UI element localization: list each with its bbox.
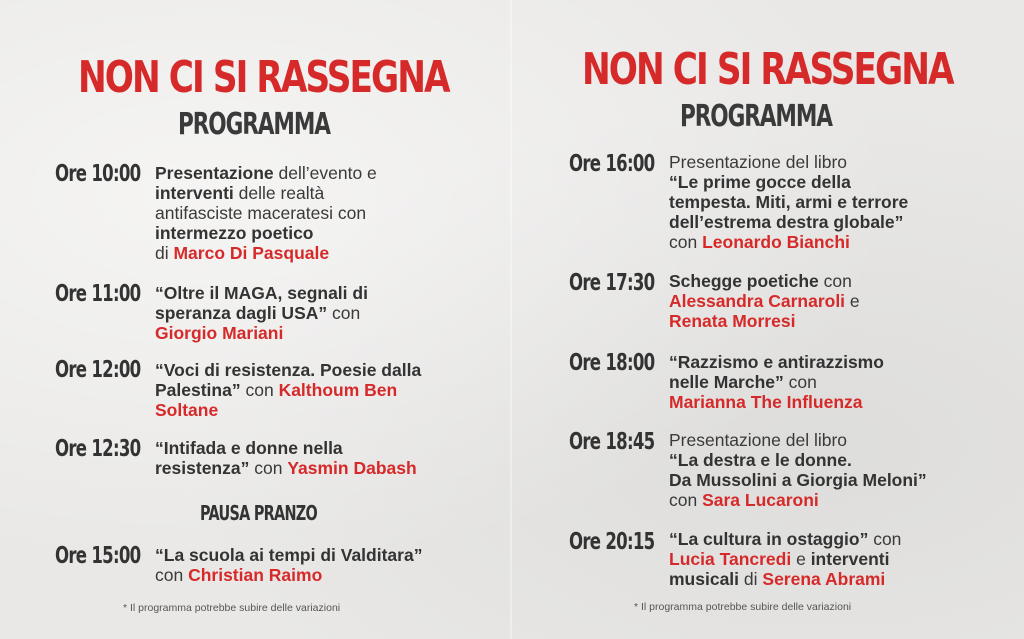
- description-line: [155, 565, 422, 585]
- description-text: con: [669, 490, 703, 510]
- event-description: [669, 271, 860, 331]
- description-line: [155, 243, 377, 263]
- speaker-name: Alessandra Carnaroli: [669, 291, 846, 311]
- speaker-name: Soltane: [155, 400, 219, 420]
- description-line: [155, 303, 368, 323]
- speaker-name: Yasmin Dabash: [287, 458, 417, 478]
- description-line: [669, 430, 927, 450]
- description-line: [669, 172, 908, 192]
- page-title: NON CI SI RASSEGNA: [582, 44, 953, 95]
- speaker-name: Giorgio Mariani: [155, 323, 284, 343]
- description-line: [155, 438, 417, 458]
- description-text: con: [818, 271, 852, 291]
- event-time: Ore 17:30: [569, 270, 655, 296]
- description-line: [155, 163, 377, 183]
- event-description: [669, 430, 927, 510]
- description-line: [155, 223, 377, 243]
- description-text: Presentazione: [155, 163, 274, 183]
- description-text: “La cultura in ostaggio”: [669, 529, 869, 549]
- description-line: [669, 212, 908, 232]
- event-time: Ore 15:00: [55, 543, 141, 569]
- description-text: tempesta. Miti, armi e terrore: [669, 192, 909, 212]
- description-text: con: [240, 380, 279, 400]
- description-line: [155, 545, 422, 565]
- description-text: e: [791, 549, 811, 569]
- event-time: Ore 20:15: [569, 529, 655, 555]
- description-text: “Oltre il MAGA, segnali di: [155, 283, 368, 303]
- description-text: “La destra e le donne.: [669, 450, 852, 470]
- event-description: [669, 352, 884, 412]
- description-line: [669, 152, 908, 172]
- description-text: con: [327, 303, 361, 323]
- panel-divider: [510, 0, 512, 639]
- event-description: [155, 163, 377, 263]
- description-line: [155, 323, 368, 343]
- description-text: con: [669, 232, 703, 252]
- speaker-name: Christian Raimo: [188, 565, 323, 585]
- speaker-name: Serena Abrami: [762, 569, 886, 589]
- event-time: Ore 18:45: [569, 429, 655, 455]
- description-line: [155, 458, 417, 478]
- event-description: [669, 529, 901, 589]
- description-line: [669, 470, 927, 490]
- description-text: “La scuola ai tempi di Valditara”: [155, 545, 423, 565]
- description-text: di: [155, 243, 174, 263]
- description-line: [155, 283, 368, 303]
- description-text: con: [249, 458, 288, 478]
- disclaimer-note: * Il programma potrebbe subire delle variazioni: [634, 601, 852, 613]
- event-time: Ore 10:00: [55, 161, 141, 187]
- description-text: Schegge poetiche: [669, 271, 819, 291]
- description-line: [155, 183, 377, 203]
- description-text: speranza dagli USA”: [155, 303, 328, 323]
- description-line: [669, 271, 860, 291]
- description-text: musicali: [669, 569, 740, 589]
- page-subtitle: PROGRAMMA: [178, 107, 330, 142]
- speaker-name: Leonardo Bianchi: [702, 232, 850, 252]
- description-line: [669, 392, 884, 412]
- description-text: Presentazione del libro: [669, 152, 848, 172]
- description-text: Presentazione del libro: [669, 430, 848, 450]
- description-line: [155, 360, 421, 380]
- speaker-name: Kalthoum Ben: [278, 380, 398, 400]
- description-line: [669, 192, 908, 212]
- speaker-name: Marco Di Pasquale: [173, 243, 330, 263]
- description-line: [669, 450, 927, 470]
- disclaimer-note: * Il programma potrebbe subire delle variazioni: [123, 602, 341, 614]
- description-text: con: [868, 529, 902, 549]
- description-text: delle realtà: [233, 183, 325, 203]
- event-description: [155, 283, 368, 343]
- description-text: interventi: [810, 549, 890, 569]
- event-time: Ore 12:30: [55, 436, 141, 462]
- event-description: [155, 360, 421, 420]
- description-line: [669, 291, 860, 311]
- description-text: resistenza”: [155, 458, 250, 478]
- description-text: con: [155, 565, 189, 585]
- description-text: di: [739, 569, 763, 589]
- description-line: [669, 352, 884, 372]
- event-time: Ore 18:00: [569, 350, 655, 376]
- description-line: [669, 311, 860, 331]
- description-text: intermezzo poetico: [155, 223, 314, 243]
- description-line: [669, 549, 901, 569]
- description-line: [669, 569, 901, 589]
- description-line: [669, 490, 927, 510]
- event-description: [155, 545, 422, 585]
- event-time: Ore 16:00: [569, 151, 655, 177]
- description-text: dell’estrema destra globale”: [669, 212, 904, 232]
- description-text: e: [845, 291, 860, 311]
- description-text: antifasciste maceratesi con: [155, 203, 367, 223]
- description-text: dell’evento e: [273, 163, 377, 183]
- lunch-break-label: PAUSA PRANZO: [200, 501, 318, 525]
- description-text: interventi: [155, 183, 234, 203]
- description-line: [155, 400, 421, 420]
- description-line: [669, 372, 884, 392]
- event-time: Ore 11:00: [55, 281, 141, 307]
- event-time: Ore 12:00: [55, 357, 141, 383]
- speaker-name: Renata Morresi: [669, 311, 796, 331]
- speaker-name: Sara Lucaroni: [702, 490, 819, 510]
- description-line: [669, 232, 908, 252]
- description-text: con: [783, 372, 817, 392]
- page-title: NON CI SI RASSEGNA: [78, 52, 449, 103]
- event-description: [669, 152, 908, 252]
- description-text: nelle Marche”: [669, 372, 784, 392]
- description-line: [155, 203, 377, 223]
- event-description: [155, 438, 417, 478]
- speaker-name: Lucia Tancredi: [669, 549, 792, 569]
- description-text: “Intifada e donne nella: [155, 438, 343, 458]
- speaker-name: Marianna The Influenza: [669, 392, 863, 412]
- description-line: [669, 529, 901, 549]
- description-text: Da Mussolini a Giorgia Meloni”: [669, 470, 927, 490]
- description-text: “Voci di resistenza. Poesie dalla: [155, 360, 422, 380]
- description-text: “Razzismo e antirazzismo: [669, 352, 884, 372]
- page-subtitle: PROGRAMMA: [680, 99, 832, 134]
- description-line: [155, 380, 421, 400]
- description-text: Palestina”: [155, 380, 241, 400]
- description-text: “Le prime gocce della: [669, 172, 851, 192]
